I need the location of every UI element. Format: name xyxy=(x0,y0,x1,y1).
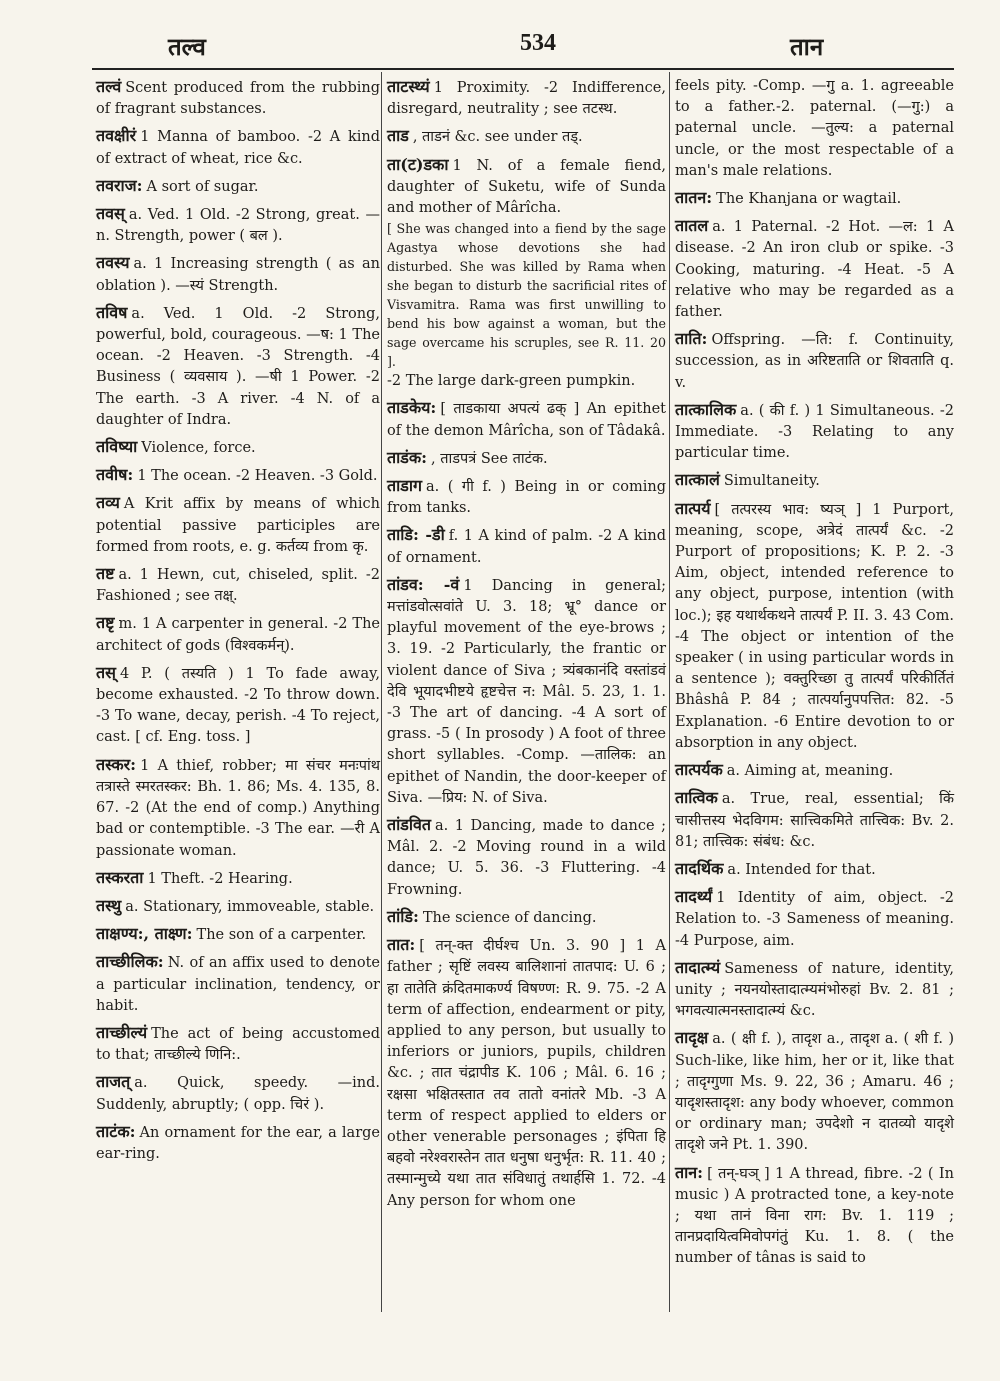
dictionary-entry xyxy=(675,1027,954,1156)
headword: तात्कालिक xyxy=(675,399,737,419)
headword: तस्थु xyxy=(96,895,122,915)
definition: Offspring. —ति: f. Continuity, succession, as in अरिष्टताति or शिवताति q. v. xyxy=(675,332,954,391)
column-3 xyxy=(675,76,954,1275)
headword: तष्टृ xyxy=(96,613,115,633)
dictionary-entry xyxy=(96,302,380,431)
definition: [ ताडकाया अपत्यं ढक् ] An epithet of the demon Mârîcha, son of Tâdakâ. xyxy=(387,401,666,439)
dictionary-entry xyxy=(675,399,954,465)
definition: a. True, real, essential; किं चासीत्तस्य भेदविगम: सात्त्विकमिते तात्त्विक: Bv. 2. 81; तात्त्विक: संबंध: &c. xyxy=(675,791,954,850)
definition: 1 The ocean. -2 Heaven. -3 Gold. xyxy=(137,468,378,485)
definition: 4 P. ( तस्यति ) 1 To fade away, become exhausted. -2 To throw down. -3 To wane, decay, perish. -4 To reject, cast. [ cf. Eng. toss. ] xyxy=(96,665,380,746)
dictionary-entry xyxy=(96,125,380,169)
definition: , ताडनं &c. see under तड्. xyxy=(412,129,583,146)
definition-continuation: -2 The large dark-green pumpkin. xyxy=(387,373,636,390)
dictionary-entry xyxy=(96,492,380,558)
definition: a. Quick, speedy. —ind. Suddenly, abruptly; ( opp. चिरं ). xyxy=(96,1075,380,1113)
headword: तविष xyxy=(96,302,128,322)
dictionary-entry xyxy=(387,125,666,148)
definition: a. 1 Dancing, made to dance ; Mâl. 2. -2 Moving round in a wild dance; U. 5. 36. -3 Fluttering. -4 Frowning. xyxy=(387,818,666,898)
headword: तांडवित xyxy=(387,815,431,835)
definition: a. Ved. 1 Old. -2 Strong, great. —n. Strength, power ( बल ). xyxy=(96,207,380,245)
headword: तव्य xyxy=(96,493,120,513)
headword: तवस्य xyxy=(96,253,130,273)
dictionary-entry xyxy=(96,252,380,296)
dictionary-entry xyxy=(675,328,954,394)
dictionary-entry xyxy=(96,612,380,656)
column-2 xyxy=(387,76,666,1217)
headword: तवक्षीरं xyxy=(96,126,137,146)
headword: तस्करता xyxy=(96,867,144,887)
definition: The science of dancing. xyxy=(422,909,597,926)
definition: feels pity. -Comp. —गु a. 1. agreeable to a father.-2. paternal. (—गु:) a paternal uncle. —तुल्य: a paternal uncle, or the most respectable of a man's male relations. xyxy=(675,78,954,179)
headword: ता(ट)डका xyxy=(387,154,449,174)
headword: ताडाग xyxy=(387,476,422,496)
dictionary-entry xyxy=(675,469,954,492)
dictionary-entry xyxy=(96,867,380,890)
definition: [ तन्-घञ् ] 1 A thread, fibre. -2 ( In music ) A protracted tone, a key-note ; यथा तानं विना राग: Bv. 1. 119 ; तानप्रदायित्वमिवोपगंतुं Ku. 1. 8. ( the number of tânas is said to xyxy=(675,1165,954,1267)
definition: a. 1 Hewn, cut, chiseled, split. -2 Fashioned ; see तक्ष्. xyxy=(96,567,380,605)
dictionary-entry xyxy=(96,951,380,1017)
headword: ताक्षण्य:, ताक्ष्ण: xyxy=(96,924,193,944)
headword: तष्ट xyxy=(96,564,115,584)
definition: a. ( क्षी f. ), तादृश a., तादृश a. ( शी f. ) Such-like, like him, her or it, like that ; तादृग्गुणा Ms. 9. 22, 36 ; Amaru. 46 ; यादृशस्तादृश: any body whoever, common or ordinary man; उपदेशो न दातव्यो यादृशे तादृशे जने Pt. 1. 390. xyxy=(675,1031,954,1154)
definition: Scent produced from the rubbing of fragrant substances. xyxy=(96,80,380,118)
headword: तात्पर्य xyxy=(675,498,711,518)
definition: A Krit affix by means of which potential passive participles are formed from roots, e. g. कर्तव्य from कृ. xyxy=(96,496,380,555)
headword: तांडि: xyxy=(387,906,419,926)
headword: ताडकेय: xyxy=(387,398,437,418)
definition: N. of an affix used to denote a particular inclination, tendency, or habit. xyxy=(96,955,380,1014)
definition: m. 1 A carpenter in general. -2 The architect of gods (विश्वकर्मन्). xyxy=(96,616,380,654)
headword: तविष्या xyxy=(96,437,138,457)
definition: The act of being accustomed to that; ताच्छील्ये णिनि:. xyxy=(96,1025,380,1064)
definition: 1 N. of a female fiend, daughter of Suketu, wife of Sunda and mother of Mârîcha. xyxy=(387,157,666,217)
headword: तादर्थ्यं xyxy=(675,887,713,907)
headword: तात: xyxy=(387,935,416,955)
definition: 1 Theft. -2 Hearing. xyxy=(147,870,293,887)
dictionary-entry xyxy=(675,215,954,323)
headword: तवराज: xyxy=(96,175,143,195)
page-number: 534 xyxy=(520,30,556,56)
dictionary-entry xyxy=(675,187,954,210)
headword: ताटस्थ्यं xyxy=(387,77,430,96)
headword: तान: xyxy=(675,1162,704,1182)
dictionary-entry xyxy=(96,662,380,749)
headword: ताच्छील्यं xyxy=(96,1022,148,1042)
definition: [ तन्-क्त दीर्घश्च Un. 3. 90 ] 1 A father ; सृष्टिं लवस्य बालिशानां तातपाद: U. 6 ; हा तातेति क्रंदितमाकर्ण्य विषण्ण: R. 9. 75. -2 A term of affection, endearment or pity, applied to any person, but usually to inferiors or juniors, pupils, children &c. ; तात चंद्रापीड K. 106 ; Mâl. 6. 16 ; रक्षसा भक्षितस्तात तव तातो वनांतरे Mb. -3 A term of respect applied to elders or other venerable personages ; इंपिता हि बहवो नरेश्वरास्तेन तात धनुषा धनुर्भृत: R. 11. 40 ; तस्मान्मुच्ये यथा तात संविधातुं तथार्हसि 1. 72. -4 Any person for whom one xyxy=(387,938,666,1209)
dictionary-entry xyxy=(675,759,954,782)
dictionary-entry xyxy=(387,934,666,1212)
headword: तस्कर: xyxy=(96,754,137,774)
dictionary-entry xyxy=(387,397,666,441)
column-separator xyxy=(381,72,382,1312)
definition: a. Intended for that. xyxy=(727,861,876,878)
dictionary-entry xyxy=(96,76,380,120)
definition: a. 1 Increasing strength ( as an oblation ). —स्यं Strength. xyxy=(96,256,380,294)
dictionary-entry xyxy=(96,1121,380,1165)
dictionary-entry xyxy=(387,906,666,929)
headword: तातन: xyxy=(675,188,713,208)
definition: a. ( की f. ) 1 Simultaneous. -2 Immediate. -3 Relating to any particular time. xyxy=(675,402,954,462)
header-rule xyxy=(92,68,954,70)
dictionary-entry xyxy=(387,76,666,120)
dictionary-entry xyxy=(387,475,666,519)
dictionary-entry xyxy=(387,814,666,901)
headword: ताच्छीलिक: xyxy=(96,952,164,972)
headword: तादर्थिक xyxy=(675,858,724,878)
headword: ताति: xyxy=(675,329,708,349)
headword: तवस् xyxy=(96,204,125,224)
running-header xyxy=(0,30,1000,70)
dictionary-entry xyxy=(675,787,954,853)
dictionary-entry xyxy=(387,524,666,568)
headword: तस् xyxy=(96,662,116,682)
headword: तल्वं xyxy=(96,77,122,96)
headword: ताडि: -डी xyxy=(387,525,445,545)
headword: तात्कालं xyxy=(675,470,720,490)
headword: ताडंक: xyxy=(387,447,428,467)
dictionary-entry xyxy=(387,574,666,809)
definition: Simultaneity. xyxy=(723,473,820,490)
dictionary-entry xyxy=(675,886,954,952)
definition: A sort of sugar. xyxy=(146,178,259,195)
dictionary-entry xyxy=(96,203,380,247)
definition: a. 1 Paternal. -2 Hot. —ल: 1 A disease. -2 An iron club or spike. -3 Cooking, maturing. -4 Heat. -5 A relative who may be regarded as a father. xyxy=(675,219,954,321)
definition: a. Ved. 1 Old. -2 Strong, powerful, bold, courageous. —ष: 1 The ocean. -2 Heaven. -3 Strength. -4 Business ( व्यवसाय ). —षी 1 Power. -2 The earth. -3 A river. -4 N. of a daughter of Indra. xyxy=(96,305,380,428)
dictionary-entry xyxy=(96,1071,380,1115)
definition: [ तत्परस्य भाव: ष्यञ् ] 1 Purport, meaning, scope, अत्रेदं तात्पर्यं &c. -2 Purport of propositions; K. P. 2. -3 Aim, object, intended reference to any object, purpose, intention (with loc.); इह यथार्थकथने तात्पर्यं P. II. 3. 43 Com. -4 The object or intention of the speaker ( in using particular words in a sentence ); वक्तुरिच्छा तु तात्पर्यं परिकीर्तितं Bhâshâ P. 84 ; तात्पर्यानुपपत्तित: 82. -5 Explanation. -6 Entire devotion to or absorption in any object. xyxy=(675,501,954,751)
headword: तांडव: -वं xyxy=(387,574,460,594)
bracketed-note: [ She was changed into a fiend by the sage Agastya whose devotions she had disturbed. She was killed by Rama when she began to disturb the sacrificial rites of Visvamitra. Rama was first unwilling to bend his bow against a woman, but the sage overcame his scruples, see R. 11. 20 ]. xyxy=(387,221,666,370)
dictionary-entry xyxy=(96,563,380,607)
dictionary-entry xyxy=(96,464,380,487)
dictionary-entry xyxy=(96,895,380,918)
definition: , ताडपत्रं See ताटंक. xyxy=(431,450,548,467)
headword: ताजत् xyxy=(96,1072,131,1092)
dictionary-entry xyxy=(96,175,380,198)
definition: 1 A thief, robber; मा संचर मनःपांथ तत्रास्ते स्मरतस्कर: Bh. 1. 86; Ms. 4. 135, 8. 67. -2 (At the end of comp.) Anything bad or contemptible. -3 The ear. —री A passionate woman. xyxy=(96,757,380,859)
definition: a. ( गी f. ) Being in or coming from tanks. xyxy=(387,479,666,517)
header-right-guideword: तान xyxy=(790,32,824,61)
dictionary-entry xyxy=(675,1162,954,1270)
definition: a. Aiming at, meaning. xyxy=(726,763,894,780)
dictionary-entry xyxy=(96,923,380,946)
headword: तादृक्ष xyxy=(675,1028,709,1048)
definition: An ornament for the ear, a large ear-ring. xyxy=(96,1124,380,1162)
definition: 1 Proximity. -2 Indifference, disregard, neutrality ; see तटस्थ. xyxy=(387,80,666,118)
definition: Sameness of nature, identity, unity ; नयनयोस्तादात्म्यमंभोरुहां Bv. 2. 81 ; भगवत्यात्मनस्तादात्म्यं &c. xyxy=(675,960,954,1020)
dictionary-entry xyxy=(96,436,380,459)
headword: ताटंक: xyxy=(96,1121,136,1141)
dictionary-entry xyxy=(387,447,666,470)
headword: तात्विक xyxy=(675,788,718,808)
column-1 xyxy=(96,76,380,1170)
column-separator xyxy=(669,72,670,1312)
dictionary-entry xyxy=(675,498,954,754)
headword: ताड xyxy=(387,126,409,146)
dictionary-entry xyxy=(387,154,666,393)
definition: Violence, force. xyxy=(141,440,256,457)
header-left-guideword: तल्व xyxy=(168,32,206,61)
definition: f. 1 A kind of palm. -2 A kind of ornament. xyxy=(387,528,666,566)
dictionary-entry xyxy=(675,858,954,881)
headword: तातल xyxy=(675,216,709,236)
headword: तादात्म्यं xyxy=(675,957,721,977)
dictionary-entry xyxy=(96,754,380,862)
definition: 1 Dancing in general; मत्तांडवोत्सवांते U. 3. 18; भ्रू° dance or playful movement of the eye-brows ; 3. 19. -2 Particularly, the frantic or violent dance of Siva ; त्र्यंबकानंदि वस्तांडवं देवि भूयादभीष्टये हृष्टचेत्त न: Mâl. 5. 23, 1. 1. -3 The art of dancing. -4 A sort of grass. -5 ( In prosody ) A foot of three short syllables. -Comp. —तालिक: an epithet of Nandin, the door-keeper of Siva. —प्रिय: N. of Siva. xyxy=(387,577,666,806)
definition: The son of a carpenter. xyxy=(196,927,367,944)
headword: तात्पर्यक xyxy=(675,760,723,780)
dictionary-entry xyxy=(96,1022,380,1066)
definition: 1 Manna of bamboo. -2 A kind of extract of wheat, rice &c. xyxy=(96,129,380,167)
dictionary-entry xyxy=(675,957,954,1023)
definition: The Khanjana or wagtail. xyxy=(716,191,902,208)
definition: 1 Identity of aim, object. -2 Relation to. -3 Sameness of meaning. -4 Purpose, aim. xyxy=(675,890,954,949)
definition: a. Stationary, immoveable, stable. xyxy=(125,898,375,915)
headword: तवीष: xyxy=(96,465,134,485)
dictionary-entry xyxy=(675,76,954,182)
